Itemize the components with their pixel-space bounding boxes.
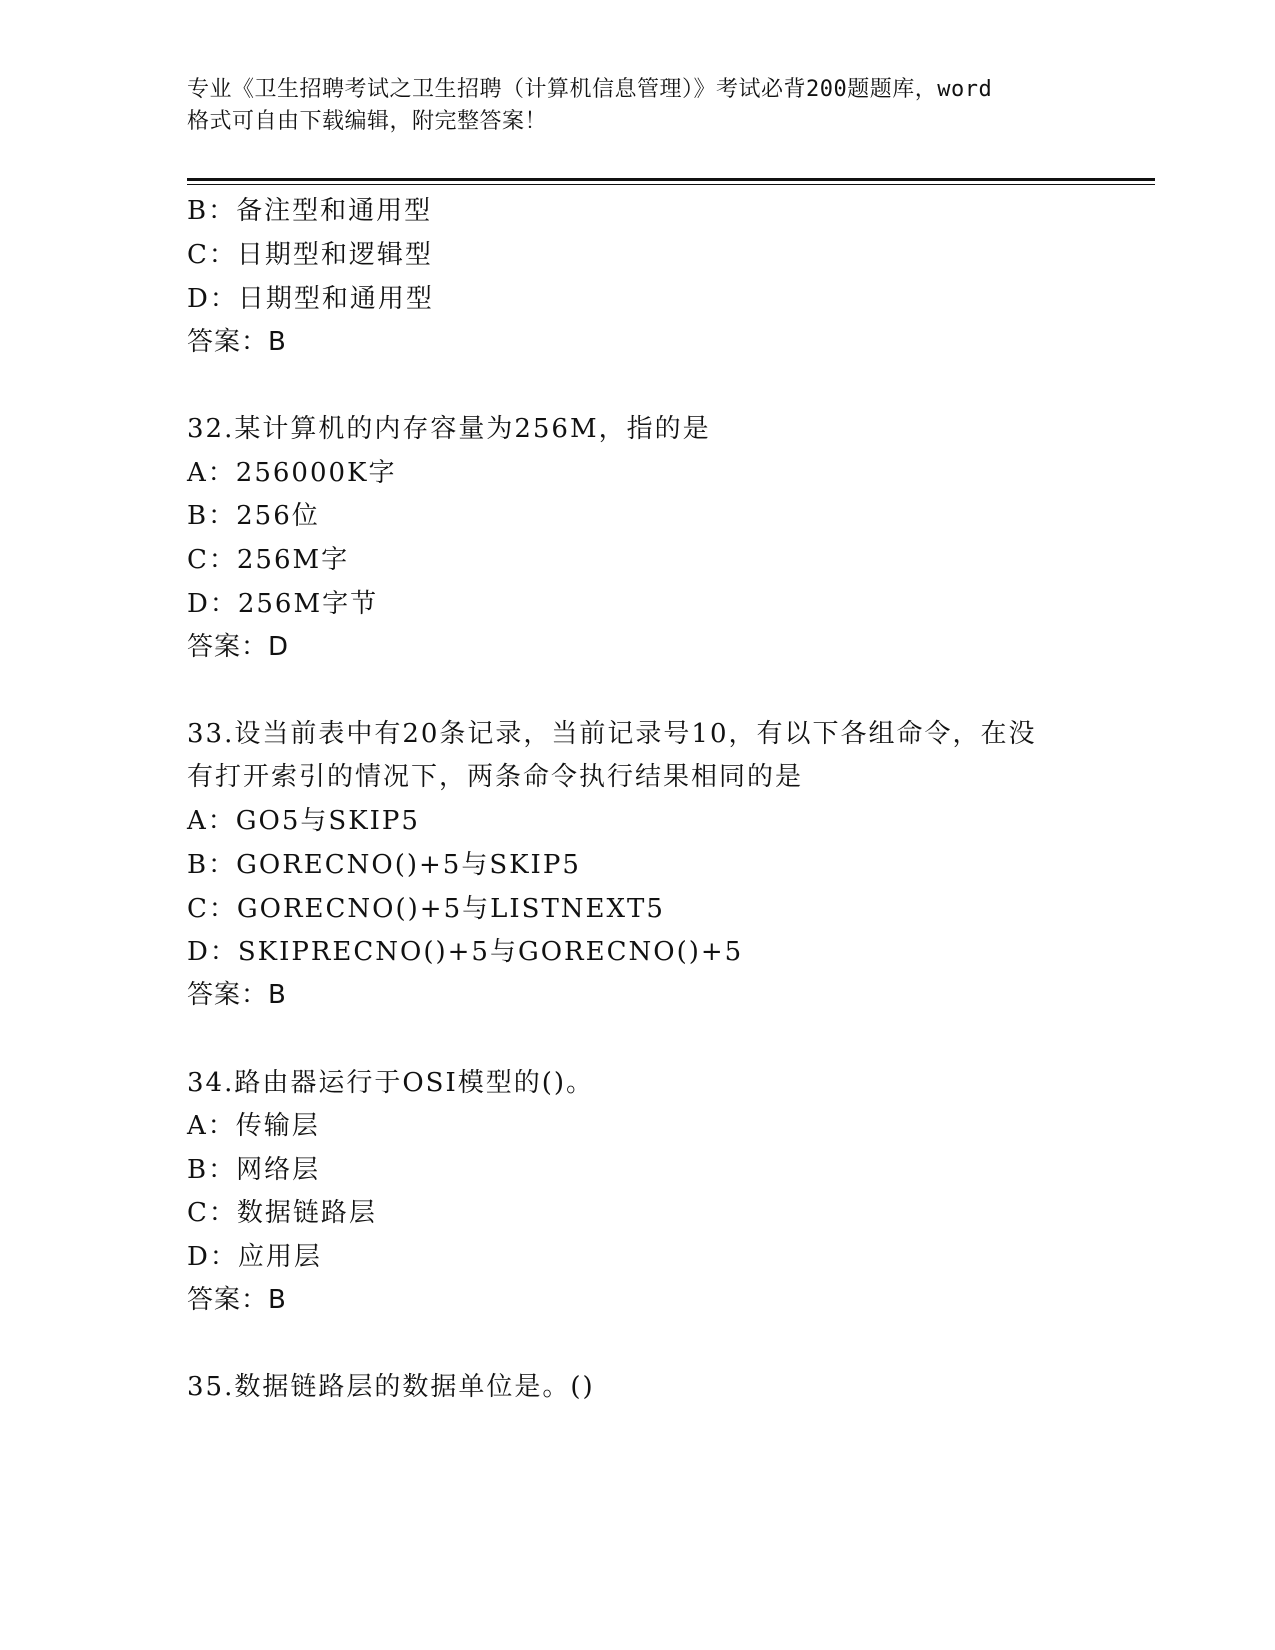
q33-answer: 答案：B — [187, 980, 287, 1010]
q33-option-c: C：GORECNO()+5与LISTNEXT5 — [187, 894, 665, 924]
q34-option-b: B：网络层 — [187, 1155, 321, 1185]
q32-question: 32.某计算机的内存容量为256M，指的是 — [187, 414, 711, 444]
q33-question-line-1: 33.设当前表中有20条记录，当前记录号10，有以下各组命令，在没 — [187, 719, 1037, 749]
header-line-1: 专业《卫生招聘考试之卫生招聘（计算机信息管理）》考试必背200题题库，word — [187, 77, 993, 102]
q32-option-c: C：256M字 — [187, 545, 350, 575]
document-header — [187, 74, 1087, 138]
q34-option-c: C：数据链路层 — [187, 1198, 377, 1228]
q34-question: 34.路由器运行于OSI模型的()。 — [187, 1068, 595, 1098]
header-rule-thick — [187, 178, 1155, 181]
q31-option-b: B：备注型和通用型 — [187, 196, 433, 226]
header-rule-thin — [187, 184, 1155, 185]
q33-option-d: D：SKIPRECNO()+5与GORECNO()+5 — [187, 937, 744, 967]
q32-option-d: D：256M字节 — [187, 589, 379, 619]
q32-option-a: A：256000K字 — [187, 458, 397, 488]
q34-option-a: A：传输层 — [187, 1111, 320, 1141]
header-line-2: 格式可自由下载编辑，附完整答案！ — [187, 109, 548, 134]
q33-question-line-2: 有打开索引的情况下，两条命令执行结果相同的是 — [187, 762, 804, 792]
q31-option-d: D：日期型和通用型 — [187, 284, 434, 314]
q31-answer: 答案：B — [187, 327, 287, 357]
q34-answer: 答案：B — [187, 1285, 287, 1315]
q35-question: 35.数据链路层的数据单位是。() — [187, 1372, 595, 1402]
q34-option-d: D：应用层 — [187, 1242, 322, 1272]
q33-option-b: B：GORECNO()+5与SKIP5 — [187, 850, 581, 880]
q32-option-b: B：256位 — [187, 501, 320, 531]
q33-option-a: A：GO5与SKIP5 — [187, 806, 420, 836]
q31-option-c: C：日期型和逻辑型 — [187, 240, 433, 270]
q32-answer: 答案：D — [187, 632, 290, 662]
